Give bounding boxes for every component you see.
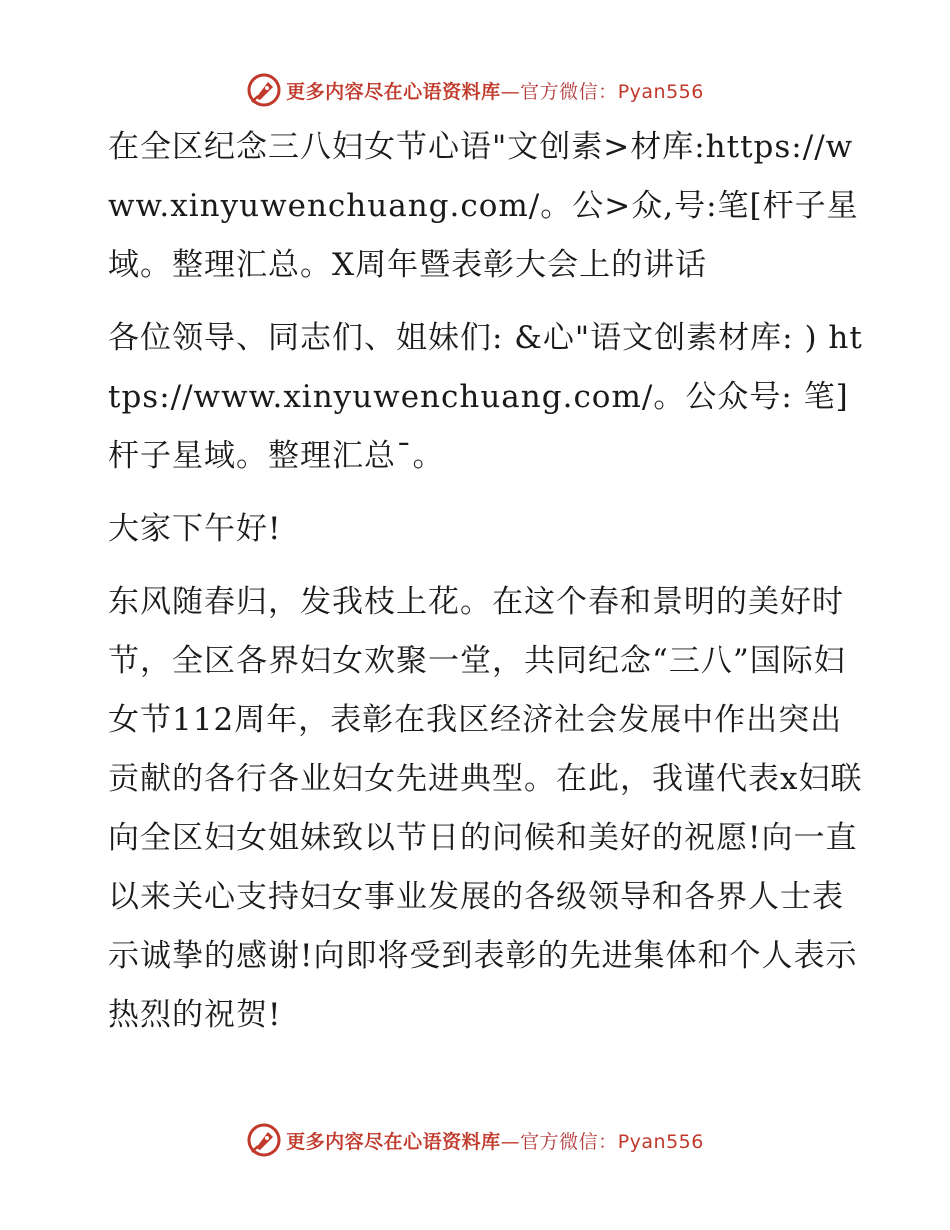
paragraph-greeting: 大家下午好!: [108, 511, 282, 547]
banner-title: 更多内容尽在心语资料库: [286, 80, 501, 103]
header-banner: [0, 68, 950, 112]
banner-wechat-id: Pyan556: [617, 1130, 704, 1153]
paragraph-body: 东风随春归，发我枝上花。在这个春和景明的美好时节，全区各界妇女欢聚一堂，共同纪念“三八”国际妇女节112周年，表彰在我区经济社会发展中作出突出贡献的各行各业妇女先进典型。在此，我谨代表x妇联向全区妇女姐妹致以节日的问候和美好的祝愿!向一直以来关心支持妇女事业发展的各级领导和各界人士表示诚挚的感谢!向即将受到表彰的先进集体和个人表示热烈的祝贺!: [108, 584, 863, 1033]
banner-label: 官方微信：: [520, 80, 618, 103]
banner-dash: —: [500, 80, 521, 103]
banner-wechat-id: Pyan556: [617, 80, 704, 103]
paragraph-title: 在全区纪念三八妇女节心语"文创素>材库:https://www.xinyuwenchuang.com/。公>众,号:笔[杆子星域。整理汇总。X周年暨表彰大会上的讲话: [108, 129, 859, 283]
banner-title: 更多内容尽在心语资料库: [286, 1130, 501, 1153]
footer-banner: [0, 1118, 950, 1162]
banner-dash: —: [500, 1130, 521, 1153]
paragraph-salutation: 各位领导、同志们、姐妹们: &心"语文创素材库: ) https://www.xinyuwenchuang.com/。公众号: 笔]杆子星域。整理汇总¯。: [108, 320, 863, 474]
pen-nib-icon: [246, 72, 282, 108]
pen-nib-icon: [246, 1122, 282, 1158]
document-body: [98, 118, 868, 1059]
banner-label: 官方微信：: [520, 1130, 618, 1153]
